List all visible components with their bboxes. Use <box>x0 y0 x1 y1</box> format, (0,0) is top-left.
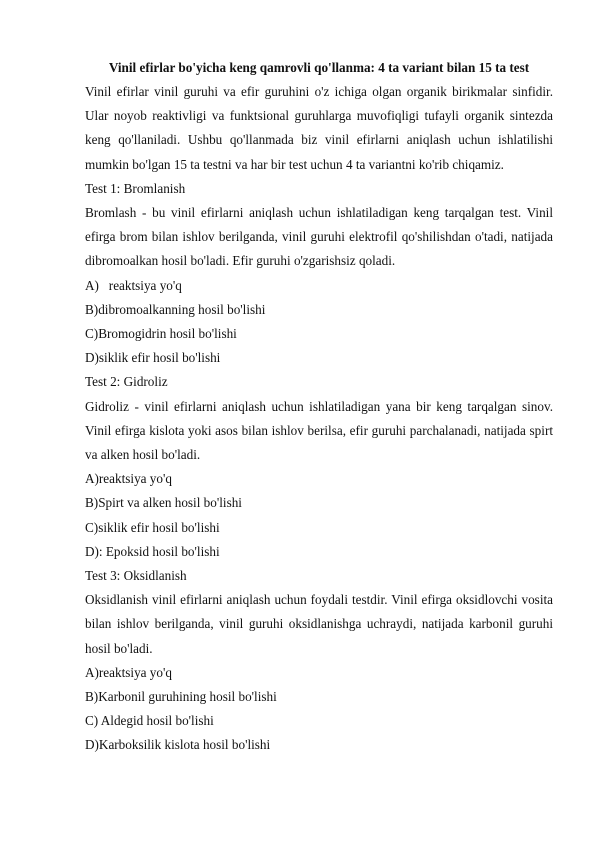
option-b: B)Spirt va alken hosil bo'lishi <box>85 495 242 511</box>
option-a: A)reaktsiya yo'q <box>85 471 172 487</box>
document-title: Vinil efirlar bo'yicha keng qamrovli qo'llanma: 4 ta variant bilan 15 ta test <box>108 60 530 75</box>
option-a: A) reaktsiya yo'q <box>85 277 182 293</box>
intro-paragraph: Vinil efirlar vinil guruhi va efir guruhini o'z ichiga olgan organik birikmalar sinfidir. Ular noyob reaktivligi va funktsional guruhlarga muvofiqligi tufayli organik sintezda keng qo'llaniladi. Ushbu qo'llanmada biz vinil efirlarni aniqlash uchun ishlatilishi mumkin bo'lgan 15 ta testni va har bir test uchun 4 ta variantni ko'rib chiqamiz. <box>85 84 553 172</box>
option-a: A)reaktsiya yo'q <box>85 664 172 680</box>
document-body <box>85 56 553 758</box>
test-description: Gidroliz - vinil efirlarni aniqlash uchun ishlatiladigan yana bir keng tarqalgan sinov. Vinil efirga kislota yoki asos bilan ishlov berilsa, efir guruhi parchalanadi, natijada spirt va alken hosil bo'ladi. <box>85 398 553 463</box>
test-2-section <box>85 370 553 564</box>
test-description: Oksidlanish vinil efirlarni aniqlash uchun foydali testdir. Vinil efirga oksidlovchi vosita bilan ishlov berilganda, vinil guruhi oksidlanishga uchraydi, natijada karbonil guruhi hosil bo'ladi. <box>85 592 553 656</box>
option-c: C)Bromogidrin hosil bo'lishi <box>85 326 237 342</box>
test-heading: Test 2: Gidroliz <box>85 374 168 390</box>
option-c: C)siklik efir hosil bo'lishi <box>85 519 220 535</box>
option-c: C) Aldegid hosil bo'lishi <box>85 713 214 729</box>
option-d: D)siklik efir hosil bo'lishi <box>85 350 221 366</box>
test-description: Bromlash - bu vinil efirlarni aniqlash uchun ishlatiladigan keng tarqalgan test. Vinil efirga brom bilan ishlov berilganda, vinil guruhi elektrofil qo'shilishdan o'tadi, natijada dibromoalkan hosil bo'ladi. Efir guruhi o'zgarishsiz qoladi. <box>85 205 553 269</box>
test-3-section <box>85 564 553 758</box>
option-b: B)dibromoalkanning hosil bo'lishi <box>85 301 266 317</box>
option-d: D)Karboksilik kislota hosil bo'lishi <box>85 737 271 753</box>
option-b: B)Karbonil guruhining hosil bo'lishi <box>85 689 277 705</box>
test-heading: Test 3: Oksidlanish <box>85 568 187 584</box>
test-1-section <box>85 177 553 371</box>
test-heading: Test 1: Bromlanish <box>85 180 186 196</box>
option-d: D): Epoksid hosil bo'lishi <box>85 543 220 559</box>
